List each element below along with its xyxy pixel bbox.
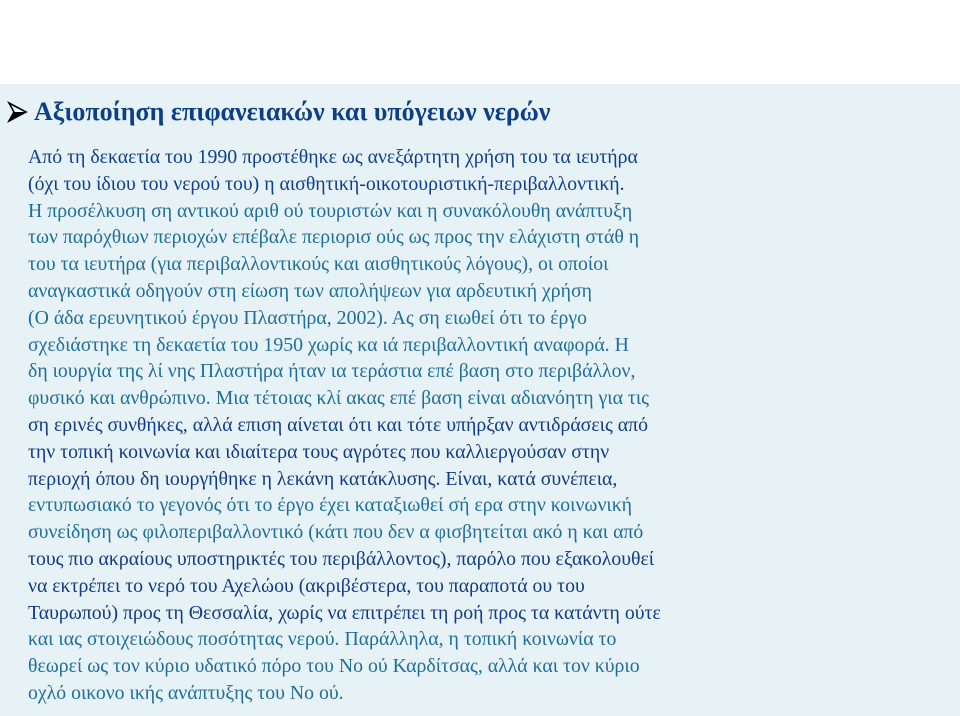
slide-title: Αξιοποίηση επιφανειακών και υπόγειων νερών (34, 97, 551, 126)
body-line-4: των παρόχθιων περιοχών επέβαλε περιορισ ούς ως προς την ελάχιστη στάθ η (28, 226, 640, 249)
body-line-12: την τοπική κοινωνία και ιδιαίτερα τους αγρότες που καλλιεργούσαν στην (28, 440, 610, 463)
body-line-8: σχεδιάστηκε τη δεκαετία του 1950 χωρίς κα ιά περιβαλλοντική αναφορά. Η (28, 333, 629, 356)
body-line-17: να εκτρέπει το νερό του Αχελώου (ακριβέστερα, του παραποτά ου του (28, 574, 585, 597)
body-line-3: Η προσέλκυση ση αντικού αριθ ού τουριστών και η συνακόλουθη ανάπτυξη (28, 199, 633, 222)
body-paragraph (28, 144, 933, 707)
body-line-10: φυσικό και ανθρώπινο. Μια τέτοιας κλί ακας επέ βαση είναι αδιανόητη για τις (28, 387, 650, 410)
slide-title-row (6, 94, 550, 130)
arrow-bullet-icon (6, 101, 28, 123)
body-line-5: του τα ιευτήρα (για περιβαλλοντικούς και αισθητικούς λόγους), οι οποίοι (28, 253, 609, 276)
body-line-7: (Ο άδα ερευνητικού έργου Πλαστήρα, 2002). Ας ση ειωθεί ότι το έργο (28, 306, 588, 329)
body-line-13: περιοχή όπου δη ιουργήθηκε η λεκάνη κατάκλυσης. Είναι, κατά συνέπεια, (28, 467, 618, 490)
body-line-6: αναγκαστικά οδηγούν στη είωση των απολήψεων για αρδευτική χρήση (28, 279, 593, 302)
body-line-11: ση ερινές συνθήκες, αλλά επιση αίνεται ότι και τότε υπήρξαν αντιδράσεις από (28, 413, 648, 436)
body-line-16: τους πιο ακραίους υποστηρικτές του περιβάλλοντος), παρόλο που εξακολουθεί (28, 547, 655, 570)
body-line-18: Ταυρωπού) προς τη Θεσσαλία, χωρίς να επιτρέπει τη ροή προς τα κατάντη ούτε (28, 601, 661, 624)
body-line-15: συνείδηση ως φιλοπεριβαλλοντικό (κάτι που δεν α φισβητείται ακό η και από (28, 521, 644, 544)
body-line-20: θεωρεί ως τον κύριο υδατικό πόρο του Νο ού Καρδίτσας, αλλά και τον κύριο (28, 655, 640, 678)
body-line-14: εντυπωσιακό το γεγονός ότι το έργο έχει καταξιωθεί σή ερα στην κοινωνική (28, 494, 633, 517)
body-line-2: (όχι του ίδιου του νερού του) η αισθητική-οικοτουριστική-περιβαλλοντική. (28, 172, 625, 195)
body-line-21: οχλό οικονο ικής ανάπτυξης του Νο ού. (28, 681, 344, 704)
body-line-19: και ιας στοιχειώδους ποσότητας νερού. Παράλληλα, η τοπική κοινωνία το (28, 628, 617, 651)
body-line-9: δη ιουργία της λί νης Πλαστήρα ήταν ια τεράστια επέ βαση στο περιβάλλον, (28, 360, 636, 383)
body-line-1: Από τη δεκαετία του 1990 προστέθηκε ως ανεξάρτητη χρήση του τα ιευτήρα (28, 146, 638, 168)
